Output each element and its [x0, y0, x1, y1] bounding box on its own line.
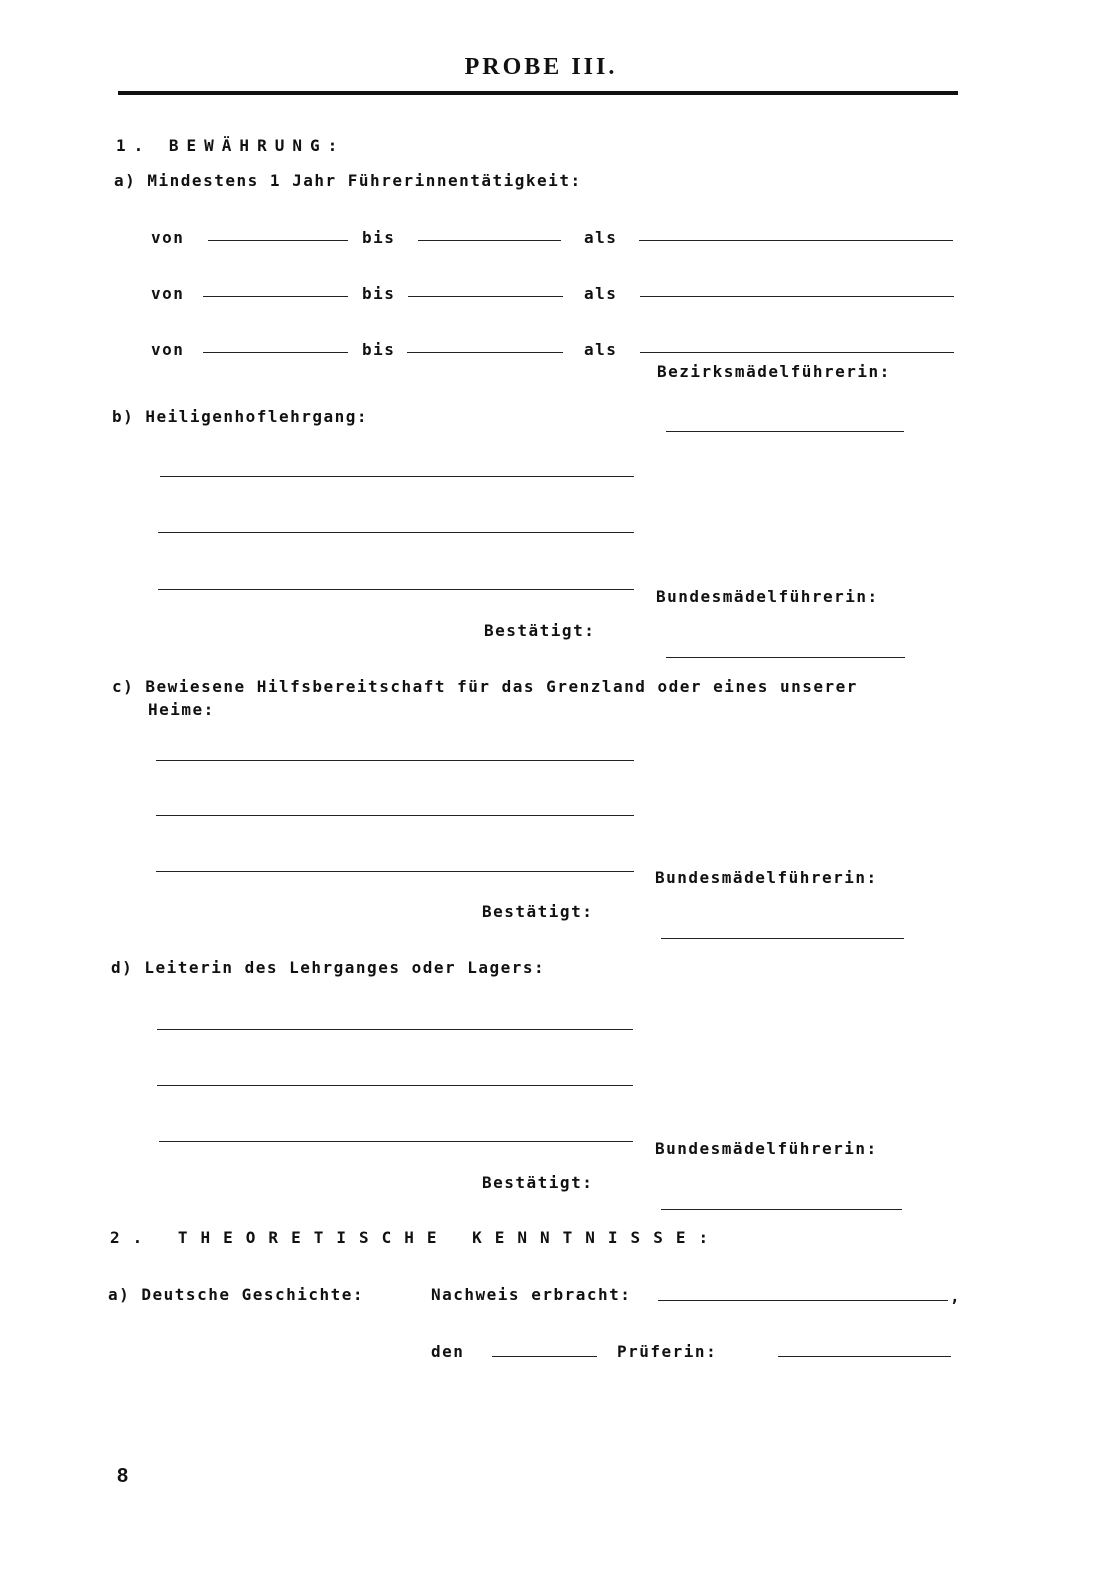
- entry-line[interactable]: [159, 1141, 633, 1142]
- signature-field[interactable]: [666, 657, 905, 658]
- entry-line[interactable]: [156, 815, 634, 816]
- signature-field[interactable]: [661, 1209, 902, 1210]
- signatory-label: Bundesmädelführerin:: [655, 868, 878, 887]
- entry-line[interactable]: [160, 476, 634, 477]
- entry-line[interactable]: [156, 760, 634, 761]
- von-label: von: [151, 340, 185, 359]
- von-label: von: [151, 228, 185, 247]
- von-label: von: [151, 284, 185, 303]
- signatory-label: Bezirksmädelführerin:: [657, 362, 891, 381]
- confirmed-label: Bestätigt:: [484, 621, 596, 640]
- section-2-heading: 2. THEORETISCHE KENNTNISSE:: [110, 1228, 722, 1247]
- examiner-label: Prüferin:: [617, 1342, 718, 1361]
- page-number: 8: [117, 1465, 129, 1487]
- entry-line[interactable]: [157, 1085, 633, 1086]
- date-field[interactable]: [492, 1356, 597, 1357]
- als-field[interactable]: [640, 296, 954, 297]
- von-field[interactable]: [208, 240, 348, 241]
- bis-field[interactable]: [407, 352, 563, 353]
- item-c-label-cont: Heime:: [148, 700, 215, 719]
- von-field[interactable]: [203, 296, 348, 297]
- von-field[interactable]: [203, 352, 348, 353]
- als-label: als: [584, 284, 618, 303]
- signatory-label: Bundesmädelführerin:: [656, 587, 879, 606]
- signature-field[interactable]: [666, 431, 904, 432]
- bis-label: bis: [362, 228, 396, 247]
- page-title: PROBE III.: [464, 54, 618, 80]
- proof-field[interactable]: [658, 1300, 948, 1301]
- als-field[interactable]: [640, 352, 954, 353]
- history-label: a) Deutsche Geschichte:: [108, 1285, 365, 1304]
- confirmed-label: Bestätigt:: [482, 1173, 594, 1192]
- title-rule: [118, 91, 958, 95]
- item-d-label: d) Leiterin des Lehrganges oder Lagers:: [111, 958, 546, 977]
- signatory-label: Bundesmädelführerin:: [655, 1139, 878, 1158]
- proof-label: Nachweis erbracht:: [431, 1285, 632, 1304]
- item-a-label: a) Mindestens 1 Jahr Führerinnentätigkeit:: [114, 171, 582, 190]
- comma-mark: ,: [950, 1287, 960, 1306]
- bis-label: bis: [362, 284, 396, 303]
- section-1-heading: 1. BEWÄHRUNG:: [116, 136, 346, 155]
- bis-field[interactable]: [418, 240, 561, 241]
- date-label: den: [431, 1342, 465, 1361]
- als-label: als: [584, 228, 618, 247]
- item-b-label: b) Heiligenhoflehrgang:: [112, 407, 369, 426]
- als-label: als: [584, 340, 618, 359]
- entry-line[interactable]: [157, 1029, 633, 1030]
- examiner-signature-field[interactable]: [778, 1356, 951, 1357]
- als-field[interactable]: [639, 240, 953, 241]
- entry-line[interactable]: [158, 589, 634, 590]
- entry-line[interactable]: [158, 532, 634, 533]
- bis-field[interactable]: [408, 296, 563, 297]
- confirmed-label: Bestätigt:: [482, 902, 594, 921]
- bis-label: bis: [362, 340, 396, 359]
- entry-line[interactable]: [156, 871, 634, 872]
- signature-field[interactable]: [661, 938, 904, 939]
- item-c-label: c) Bewiesene Hilfsbereitschaft für das Grenzland oder eines unserer: [112, 677, 858, 696]
